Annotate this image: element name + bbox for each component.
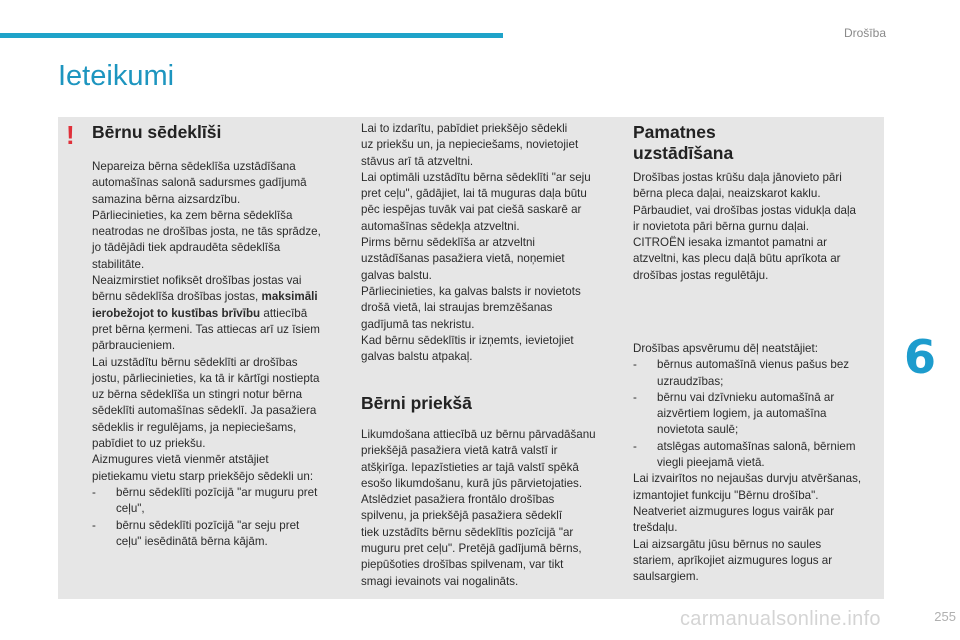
page-title: Ieteikumi [58,60,175,92]
top-accent-bar [0,33,503,38]
front-children-text: Likumdošana attiecībā uz bērnu pārvadāšanu priekšējā pasažiera vietā katrā valstī ir atšķirīga. Iepazīstieties ar tajā valstī spēkā esošo likumdošanu, kurā jūs pārvietojaties. Atslēdziet pasažiera frontālo drošības spilvenu, ja priekšējā pasažiera sēdeklī tiek uzstādīts bērnu sēdeklītis pozīcijā "ar muguru pret ceļu". Pretējā gadījumā bērns, piepūšoties drošības spilvenam, var tikt smagi ievainots vai nogalināts. [361,428,596,588]
list-item: - atslēgas automašīnas salonā, bērniem viegli pieejamā vietā. [633,439,856,470]
list-item: - bērnu vai dzīvnieku automašīnā ar aizvērtiem logiem, ja automašīna novietota saulē; [633,390,835,437]
list-item: - bērnus automašīnā vienus pašus bez uzraudzības; [633,358,850,388]
middle-column-text: Lai to izdarītu, pabīdiet priekšējo sēdekli uz priekšu un, ja nepieciešams, novietojiet stāvus arī tā atzveltni. Lai optimāli uzstādītu bērna sēdeklīti "ar seju pret ceļu", gādājiet, lai tā muguras daļa būtu pēc iespējas tuvāk vai pat ciešā saskarē ar automašīnas sēdekļa atzveltni. Pirms bērnu sēdeklīša ar atzveltni uzstādīšanas pasažiera vietā, noņemiet galvas balstu. Pārliecinieties, ka galvas balsts ir novietots drošā vietā, lai straujas bremzēšanas gadījumā tas nekristu. Kad bērnu sēdeklītis ir izņemts, ievietojiet galvas balstu atpakaļ. [361,122,591,364]
child-seats-heading: Bērnu sēdeklīši [92,122,222,142]
content-panel [58,117,884,599]
list-item: - bērnu sēdeklīti pozīcijā "ar seju pret ceļu" iesēdinātā bērna kājām. [92,518,300,548]
booster-text: Drošības jostas krūšu daļa jānovieto pāri bērna pleca daļai, neaizskarot kaklu. Pārbaudiet, vai drošības jostas vidukļa daļa ir novietota pāri bērna gurnu daļai. CITROËN iesaka izmantot pamatni ar atzveltni, kas plecu daļā būtu aprīkota ar drošības jostas regulētāju. [633,171,856,282]
chapter-number: 6 [904,330,937,384]
booster-heading: Pamatnes uzstādīšana [633,122,734,163]
safety-text: Drošības apsvērumu dēļ neatstājiet: - bērnus automašīnā vienus pašus bez uzraudzības; - bērnu vai dzīvnieku automašīnā ar aizvērtiem logiem, ja automašīna novietota saulē; - atslēgas automašīnas salonā, bērniem viegli pieejamā vietā. Lai izvairītos no nejaušas durvju atvēršanas, izmantojiet funkciju "Bērnu drošība". Neatveriet aizmugures logus vairāk par trešdaļu. Lai aizsargātu jūsu bērnus no saules stariem, aprīkojiet aizmugures logus ar saulsargiem. [633,341,883,585]
list-item: - bērnu sēdeklīti pozīcijā "ar muguru pret ceļu", [92,485,318,516]
watermark: carmanualsonline.info [680,608,881,630]
front-children-heading: Bērni priekšā [361,393,472,413]
section-label: Drošība [843,26,886,40]
page-number: 255 [934,609,956,624]
child-seats-text: Nepareiza bērna sēdeklīša uzstādīšana automašīnas salonā sadursmes gadījumā samazina bērna aizsardzību. Pārliecinieties, ka zem bērna sēdeklīša neatrodas ne drošības josta, ne tās sprādze, jo tādējādi tiek apdraudēta sēdeklīša stabilitāte. Neaizmirstiet nofiksēt drošības jostas vai bērnu sēdeklīša drošības jostas, maksimāli ierobežojot to kustības brīvību attiecībā pret bērna ķermeni. Tas attiecas arī uz īsiem pārbraucieniem. Lai uzstādītu bērnu sēdeklīti ar drošības jostu, pārliecinieties, ka tā ir kārtīgi nostiepta uz bērna sēdeklīša un stingri notur bērna sēdeklīti automašīnas sēdeklī. Ja pasažiera sēdeklis ir regulējams, ja nepieciešams, pabīdiet to uz priekšu. Aizmugures vietā vienmēr atstājiet pietiekamu vietu starp priekšējo sēdekli un: - bērnu sēdeklīti pozīcijā "ar muguru pret ceļu", - bērnu sēdeklīti pozīcijā "ar seju pret ceļu" iesēdinātā bērna kājām. [92,159,340,550]
warning-icon: ! [66,120,75,150]
